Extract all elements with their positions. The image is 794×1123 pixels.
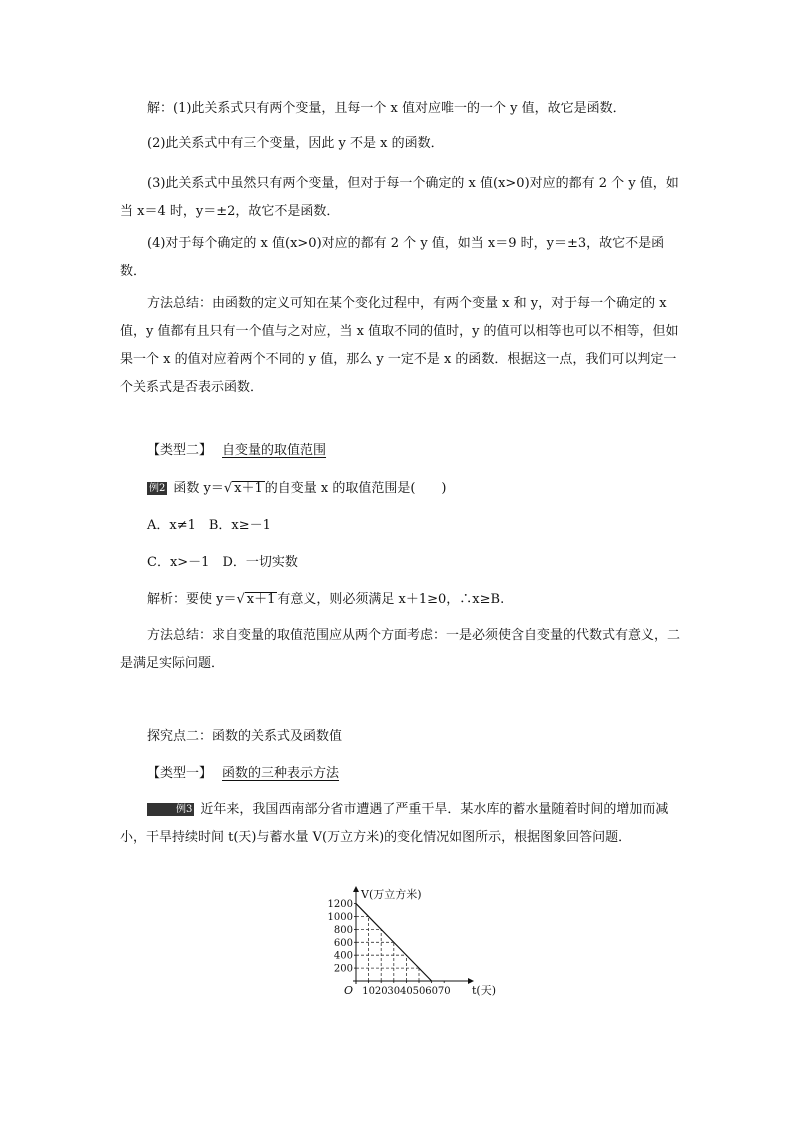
origin-label: O <box>344 984 354 997</box>
x-tick-label-20: 20 <box>374 986 388 997</box>
example-2-options-ab: A．x≠1 B．x≥－1 <box>147 518 271 533</box>
y-axis-arrow <box>353 886 359 892</box>
y-tick-label-1200: 1200 <box>327 899 353 911</box>
example-3-tag: 例3 <box>147 803 194 816</box>
type-two-title: 自变量的取值范围 <box>222 443 327 458</box>
type-one-bracket: 【类型一】 <box>147 766 213 781</box>
x-tick-label-40: 40 <box>400 986 413 997</box>
sqrt-expression: √ x＋1 <box>223 481 263 496</box>
solution-paragraph-2: (2)此关系式中有三个变量，因此 y 不是 x 的函数． <box>147 136 444 151</box>
solution-paragraph-1: 解：(1)此关系式只有两个变量，且每一个 x 值对应唯一的一个 y 值，故它是函数． <box>147 101 626 116</box>
example-3-text: 近年来，我国西南部分省市遭遇了严重干旱．某水库的蓄水量随着时间的增加而减小，干旱持续时间 t(天)与蓄水量 V(万立方米)的变化情况如图所示，根据图象回答问题． <box>120 802 669 845</box>
example-2-analysis <box>147 590 504 610</box>
type-one-heading <box>147 764 339 784</box>
solution-paragraph-4: (4)对于每个确定的 x 值(x>0)对应的都有 2 个 y 值，如当 x＝9 时，y＝±3，故它不是函数． <box>120 236 665 279</box>
analysis-radicand: x＋1 <box>246 592 276 607</box>
x-tick-label-70: 70 <box>437 986 451 997</box>
analysis-sqrt-expression: √ x＋1 <box>236 592 276 607</box>
method-summary-2: 方法总结：求自变量的取值范围应从两个方面考虑：一是必须使含自变量的代数式有意义，二是满足实际问题． <box>120 628 681 671</box>
y-tick-label-1000: 1000 <box>327 912 353 923</box>
type-two-heading <box>147 441 326 461</box>
y-tick-label-800: 800 <box>333 924 353 936</box>
example-2-stem-before: 函数 y＝ <box>173 481 224 496</box>
analysis-after: 有意义，则必须满足 x＋1≥0，∴x≥B. <box>277 592 505 607</box>
example-2-stem <box>147 479 447 499</box>
x-tick-label-50: 50 <box>412 986 426 997</box>
example-2-stem-after: 的自变量 x 的取值范围是( ) <box>264 481 447 496</box>
inquiry-point-2: 探究点二：函数的关系式及函数值 <box>147 729 343 744</box>
example-3-paragraph <box>120 796 680 852</box>
type-two-bracket: 【类型二】 <box>147 443 213 458</box>
y-tick-label-200: 200 <box>333 963 353 975</box>
x-axis-title: t(天) <box>472 984 497 997</box>
radicand: x＋1 <box>234 481 263 496</box>
y-tick-label-400: 400 <box>333 950 353 962</box>
solution-paragraph-3: (3)此关系式中虽然只有两个变量，但对于每一个确定的 x 值(x>0)对应的都有 2 个 y 值，如当 x＝4 时，y＝±2，故它不是函数． <box>120 176 679 219</box>
type-one-title: 函数的三种表示方法 <box>222 766 340 781</box>
x-tick-label-60: 60 <box>425 986 438 997</box>
y-axis-title: V(万立方米) <box>361 888 422 901</box>
example-2-tag: 例2 <box>149 483 166 494</box>
volume-time-chart <box>318 884 508 1004</box>
x-tick-label-10: 10 <box>362 986 375 997</box>
y-tick-label-600: 600 <box>333 937 353 949</box>
example-2-options-cd: C．x>－1 D．一切实数 <box>147 555 298 570</box>
method-summary-1: 方法总结：由函数的定义可知在某个变化过程中，有两个变量 x 和 y，对于每一个确定的 x 值，y 值都有且只有一个值与之对应，当 x 值取不同的值时，y 的值可以相等也可以不相等，但如果一个 x 的值对应着两个不同的 y 值，那么 y 一定不是 x 的函数．根据这一点，我们可以判定一个关系式是否表示函数． <box>120 296 679 395</box>
analysis-before: 解析：要使 y＝ <box>147 592 237 607</box>
x-tick-label-30: 30 <box>387 986 401 997</box>
